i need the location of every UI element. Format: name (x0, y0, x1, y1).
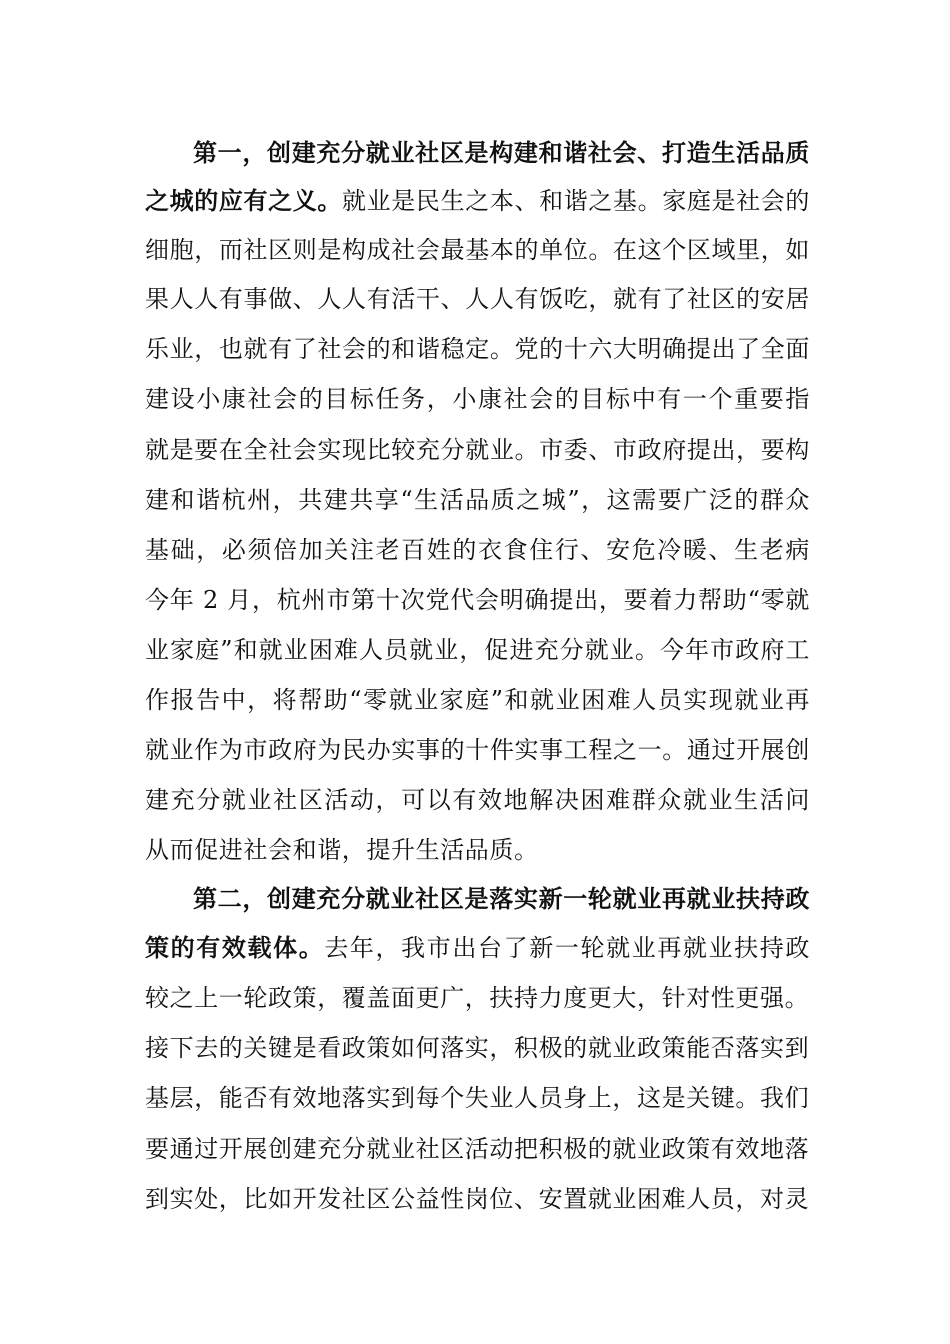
p2-line-3-text: 较之上一轮政策，覆盖面更广，扶持力度更大，针对性更强。 (145, 984, 810, 1012)
p1-line-8 (145, 484, 810, 516)
p1-line-7-text: 就是要在全社会实现比较充分就业。市委、市政府提出，要构 (145, 436, 810, 464)
p1-line-14 (145, 784, 810, 816)
p2-line-1-bold: 第二，创建充分就业社区是落实新一轮就业再就业扶持政 (193, 884, 810, 913)
p1-line-13-text: 就业作为市政府为民办实事的十件实事工程之一。通过开展创 (145, 736, 810, 764)
p1-line-2-bold: 之城的应有之义。 (145, 186, 343, 215)
p1-line-1 (193, 137, 810, 169)
p1-line-11 (145, 634, 810, 666)
p1-line-2 (145, 185, 810, 217)
p1-line-3 (145, 234, 810, 266)
p1-line-10 (145, 584, 810, 616)
p1-line-15-text: 从而促进社会和谐，提升生活品质。 (145, 836, 539, 864)
p1-line-14-text: 建充分就业社区活动，可以有效地解决困难群众就业生活问 (145, 786, 810, 814)
p2-line-3 (145, 982, 810, 1014)
p1-line-9 (145, 534, 810, 566)
p2-line-2-text: 去年，我市出台了新一轮就业再就业扶持政 (324, 934, 810, 962)
p1-line-12 (145, 684, 810, 716)
p1-line-3-text: 细胞，而社区则是构成社会最基本的单位。在这个区域里，如 (145, 236, 810, 264)
p2-line-7 (145, 1183, 810, 1215)
p1-line-2-text: 就业是民生之本、和谐之基。家庭是社会的 (342, 187, 810, 215)
p1-line-10-text: 今年 2 月，杭州市第十次党代会明确提出，要着力帮助“零就 (145, 586, 810, 614)
p1-line-5-text: 乐业，也就有了社会的和谐稳定。党的十六大明确提出了全面 (145, 335, 810, 363)
p2-line-6-text: 要通过开展创建充分就业社区活动把积极的就业政策有效地落 (145, 1135, 810, 1163)
p1-line-6 (145, 383, 810, 415)
p2-line-7-text: 到实处，比如开发社区公益性岗位、安置就业困难人员，对灵 (145, 1185, 810, 1213)
p1-line-15 (145, 834, 810, 866)
p1-line-4 (145, 283, 810, 315)
p2-line-1 (193, 883, 810, 915)
p1-line-7 (145, 434, 810, 466)
p1-line-13 (145, 734, 810, 766)
p1-line-1-bold: 第一，创建充分就业社区是构建和谐社会、打造生活品质 (193, 138, 810, 167)
p2-line-5 (145, 1082, 810, 1114)
p2-line-5-text: 基层，能否有效地落实到每个失业人员身上，这是关键。我们 (145, 1084, 810, 1112)
p1-line-12-text: 作报告中，将帮助“零就业家庭”和就业困难人员实现就业再 (145, 686, 810, 714)
p1-line-6-text: 建设小康社会的目标任务，小康社会的目标中有一个重要指 (145, 385, 810, 413)
p2-line-6 (145, 1133, 810, 1165)
p2-line-4 (145, 1032, 810, 1064)
p2-line-2-bold: 策的有效载体。 (145, 933, 325, 962)
p2-line-2 (145, 932, 810, 964)
p1-line-11-text: 业家庭”和就业困难人员就业，促进充分就业。今年市政府工 (145, 636, 810, 664)
p2-line-4-text: 接下去的关键是看政策如何落实，积极的就业政策能否落实到 (145, 1034, 810, 1062)
p1-line-4-text: 果人人有事做、人人有活干、人人有饭吃，就有了社区的安居 (145, 285, 810, 313)
p1-line-8-text: 建和谐杭州，共建共享“生活品质之城”，这需要广泛的群众 (145, 486, 810, 514)
p1-line-9-text: 基础，必须倍加关注老百姓的衣食住行、安危冷暖、生老病 (145, 536, 810, 564)
p1-line-5 (145, 333, 810, 365)
